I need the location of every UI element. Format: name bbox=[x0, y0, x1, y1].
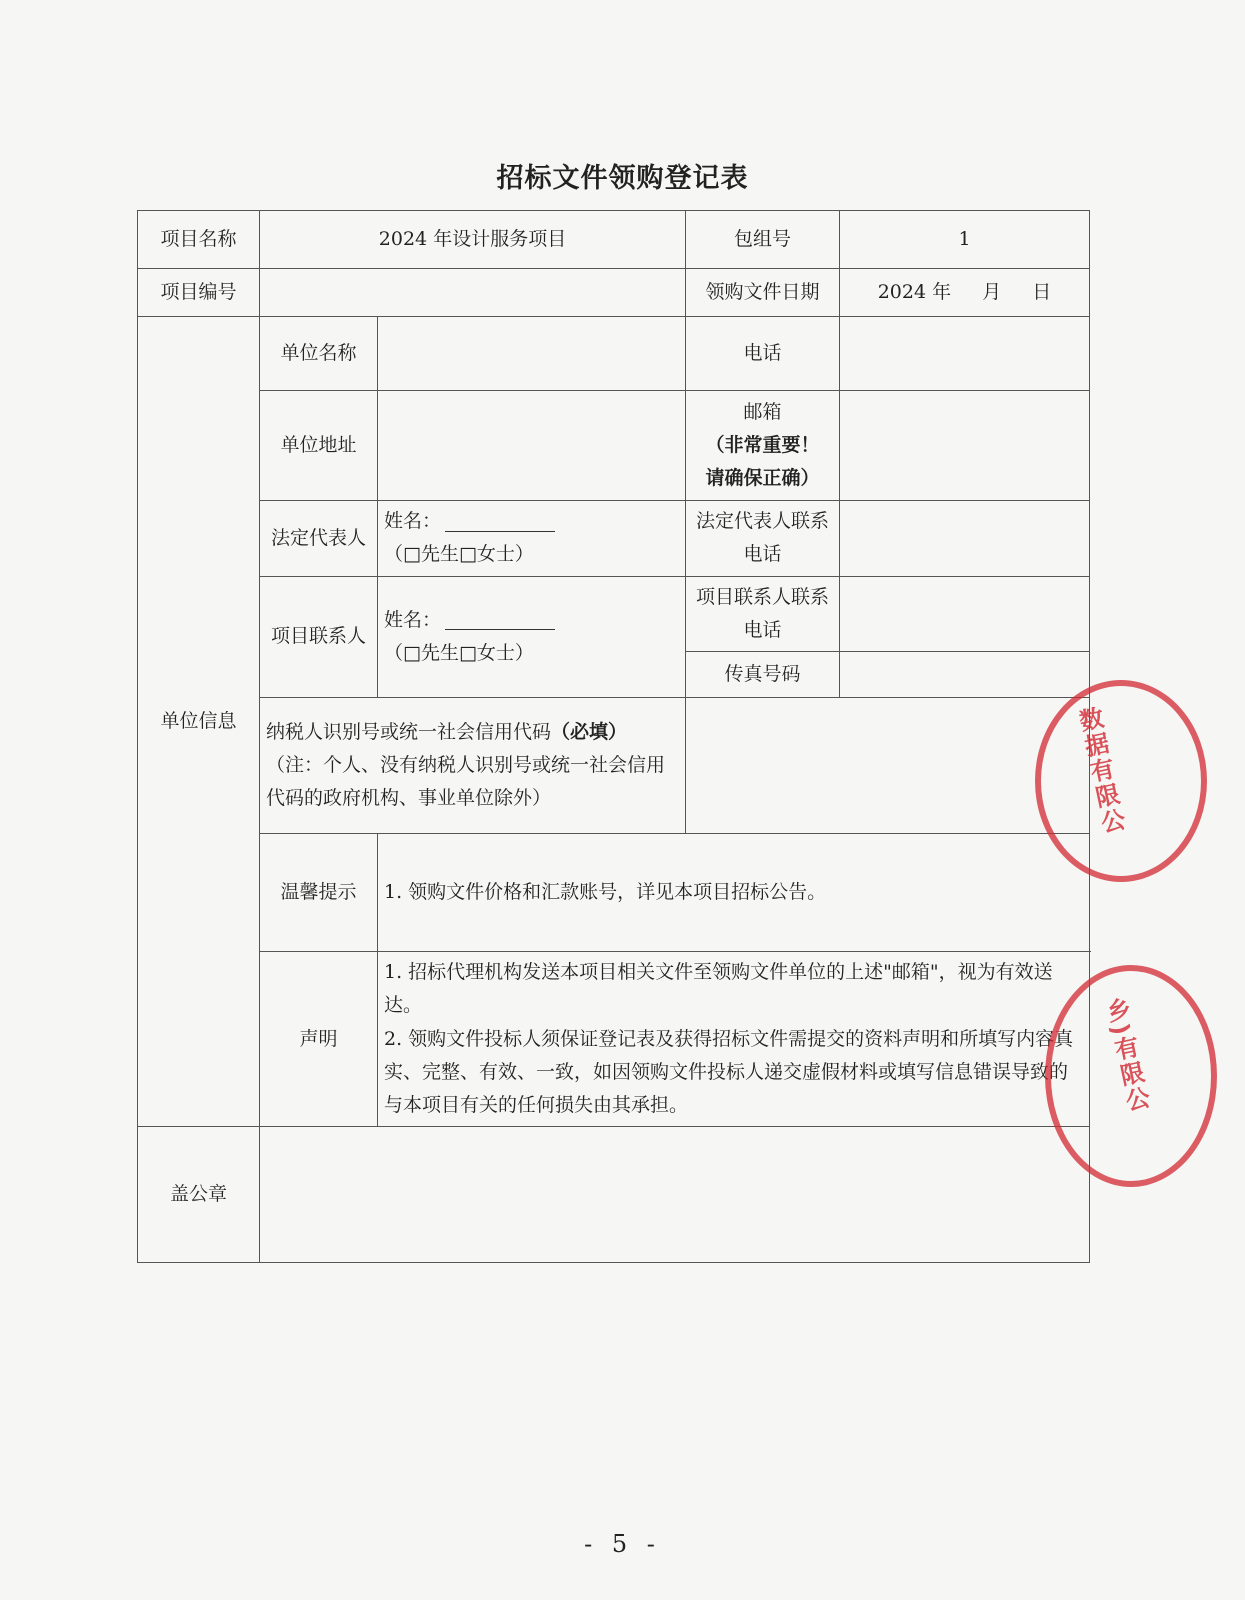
package-value[interactable]: 1 bbox=[840, 211, 1090, 269]
company-seal-stamp-2 bbox=[1045, 965, 1217, 1187]
statement-label: 声明 bbox=[260, 952, 378, 1127]
package-label: 包组号 bbox=[686, 211, 840, 269]
contact-phone-value[interactable] bbox=[840, 576, 1090, 652]
project-name-label: 项目名称 bbox=[138, 211, 260, 269]
contact-name-label: 姓名： bbox=[384, 608, 442, 631]
seal-label: 盖公章 bbox=[138, 1127, 260, 1263]
seal-area[interactable] bbox=[260, 1127, 1090, 1263]
legal-rep-gender[interactable]: （□先生□女士） bbox=[384, 543, 534, 566]
unit-address-label: 单位地址 bbox=[260, 391, 378, 501]
contact-name-field[interactable] bbox=[445, 611, 555, 630]
legal-rep-phone-value[interactable] bbox=[840, 501, 1090, 577]
contact-info bbox=[378, 576, 686, 698]
registration-form-table bbox=[137, 210, 1090, 1263]
page-title: 招标文件领购登记表 bbox=[496, 163, 749, 194]
unit-name-value[interactable] bbox=[378, 317, 686, 391]
contact-phone-label: 项目联系人联系电话 bbox=[686, 576, 840, 652]
phone-value[interactable] bbox=[840, 317, 1090, 391]
email-label-line3: 请确保正确） bbox=[705, 467, 820, 490]
date-label: 领购文件日期 bbox=[686, 269, 840, 317]
legal-rep-phone-label: 法定代表人联系电话 bbox=[686, 501, 840, 577]
date-value[interactable]: 2024 年 月 日 bbox=[840, 269, 1090, 317]
statement-item-2: 2. 领购文件投标人须保证登记表及获得招标文件需提交的资料声明和所填写内容真实、完整、有效、一致，如因领购文件投标人递交虚假材料或填写信息错误导致的与本项目有关的任何损失由其承担。 bbox=[384, 1027, 1074, 1116]
legal-rep-name-label: 姓名： bbox=[384, 510, 442, 532]
tax-id-label-cell bbox=[260, 698, 686, 834]
project-name-value[interactable]: 2024 年设计服务项目 bbox=[260, 211, 686, 269]
company-seal-stamp bbox=[1035, 680, 1207, 882]
legal-rep-label: 法定代表人 bbox=[260, 501, 378, 577]
page-number: - 5 - bbox=[584, 1530, 661, 1558]
email-label-line1: 邮箱 bbox=[743, 400, 782, 423]
legal-rep-name-field[interactable] bbox=[445, 513, 555, 532]
seal-text: 数据有限公 bbox=[1072, 704, 1128, 838]
legal-rep-info bbox=[378, 501, 686, 577]
email-label bbox=[686, 391, 840, 501]
email-label-line2: （非常重要！ bbox=[705, 433, 820, 456]
email-value[interactable] bbox=[840, 391, 1090, 501]
project-code-label: 项目编号 bbox=[138, 269, 260, 317]
unit-info-label: 单位信息 bbox=[138, 317, 260, 1127]
tips-text: 1. 领购文件价格和汇款账号，详见本项目招标公告。 bbox=[378, 834, 1090, 952]
contact-label: 项目联系人 bbox=[260, 576, 378, 698]
project-code-value[interactable] bbox=[260, 269, 686, 317]
tax-id-label: 纳税人识别号或统一社会信用代码 bbox=[266, 720, 552, 743]
statement-text bbox=[378, 952, 1090, 1127]
fax-label: 传真号码 bbox=[686, 652, 840, 698]
tax-id-required: （必填） bbox=[551, 720, 628, 743]
fax-value[interactable] bbox=[840, 652, 1090, 698]
phone-label: 电话 bbox=[686, 317, 840, 391]
seal-text-2: 乡)有限公 bbox=[1100, 995, 1152, 1116]
tips-label: 温馨提示 bbox=[260, 834, 378, 952]
tax-id-note: （注：个人、没有纳税人识别号或统一社会信用代码的政府机构、事业单位除外） bbox=[266, 753, 666, 810]
tax-id-value[interactable] bbox=[686, 698, 1090, 834]
unit-address-value[interactable] bbox=[378, 391, 686, 501]
unit-name-label: 单位名称 bbox=[260, 317, 378, 391]
statement-item-1: 1. 招标代理机构发送本项目相关文件至领购文件单位的上述"邮箱"，视为有效送达。 bbox=[384, 961, 1053, 1017]
contact-gender[interactable]: （□先生□女士） bbox=[384, 641, 534, 664]
